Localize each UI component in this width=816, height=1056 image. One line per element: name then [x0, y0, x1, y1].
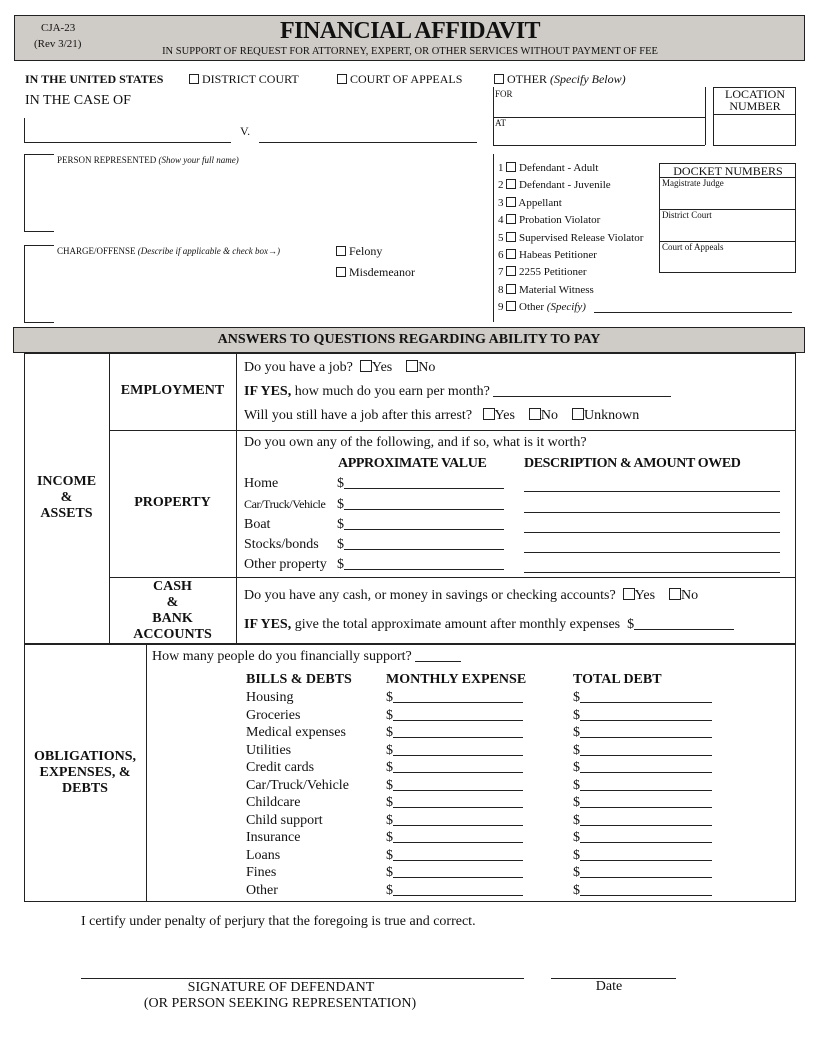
debt-item-label: Insurance: [246, 830, 301, 845]
bills-debts-header: BILLS & DEBTS: [246, 672, 352, 687]
property-description-field[interactable]: [524, 491, 780, 492]
total-debt-field[interactable]: $: [573, 865, 712, 881]
role-item[interactable]: 1 Defendant - Adult: [498, 162, 599, 174]
property-value-field[interactable]: $: [337, 517, 504, 533]
property-value-field[interactable]: $: [337, 557, 504, 573]
total-debt-header: TOTAL DEBT: [573, 672, 662, 687]
obligations-group-label: OBLIGATIONS, EXPENSES, & DEBTS: [33, 749, 137, 796]
charge-offense-label: CHARGE/OFFENSE (Describe if applicable & check box→): [57, 246, 280, 256]
earnings-question: IF YES, how much do you earn per month?: [244, 384, 671, 400]
misdemeanor-label: Misdemeanor: [349, 265, 415, 279]
misdemeanor-option[interactable]: [336, 265, 415, 280]
monthly-expense-field[interactable]: $: [386, 813, 523, 829]
monthly-expense-field[interactable]: $: [386, 743, 523, 759]
debt-item-label: Groceries: [246, 707, 301, 723]
total-debt-field[interactable]: $: [573, 848, 712, 864]
magistrate-judge-label: Magistrate Judge: [662, 178, 724, 188]
court-of-appeals-label: COURT OF APPEALS: [350, 72, 463, 86]
felony-label: Felony: [349, 244, 383, 258]
other-role-field[interactable]: [594, 312, 792, 313]
cash-amount-question: IF YES, give the total approximate amount after monthly expenses $: [244, 617, 734, 633]
keep-job-yes-checkbox[interactable]: [483, 408, 495, 420]
job-yes-checkbox[interactable]: [360, 360, 372, 372]
location-number-field[interactable]: [714, 115, 795, 145]
role-item[interactable]: 8 Material Witness: [498, 283, 594, 296]
monthly-expense-field[interactable]: $: [386, 795, 523, 811]
total-debt-field[interactable]: $: [573, 830, 712, 846]
property-label: PROPERTY: [134, 495, 211, 510]
cash-question: Do you have any cash, or money in savings or checking accounts? Yes No: [244, 588, 699, 603]
in-the-us-label: IN THE UNITED STATES: [25, 72, 164, 86]
total-debt-field[interactable]: $: [573, 795, 712, 811]
court-of-appeals-option[interactable]: [337, 72, 462, 87]
for-label: FOR: [495, 89, 513, 99]
form-code: CJA-23: [41, 22, 76, 34]
person-represented-field[interactable]: [30, 170, 480, 226]
other-court-note: (Specify Below): [550, 72, 626, 86]
role-item[interactable]: 7 2255 Petitioner: [498, 266, 587, 279]
district-court-docket-field[interactable]: [660, 221, 795, 240]
total-debt-field[interactable]: $: [573, 708, 712, 724]
cash-bank-accounts-label: CASH & BANK ACCOUNTS: [133, 579, 212, 642]
total-debt-field[interactable]: $: [573, 778, 712, 794]
at-field[interactable]: [520, 118, 700, 144]
keep-job-unknown-checkbox[interactable]: [572, 408, 584, 420]
form-revision: (Rev 3/21): [34, 38, 82, 50]
role-list: [498, 160, 658, 317]
other-court-checkbox[interactable]: [494, 74, 504, 84]
district-court-docket-label: District Court: [662, 210, 712, 220]
dependents-question: How many people do you financially support?: [152, 649, 461, 665]
job-after-arrest-question: Will you still have a job after this arrest? Yes No Unknown: [244, 408, 640, 423]
form-title: FINANCIAL AFFIDAVIT: [279, 18, 541, 44]
monthly-expense-field[interactable]: $: [386, 760, 523, 776]
debt-item-label: Car/Truck/Vehicle: [246, 777, 349, 793]
monthly-expense-field[interactable]: $: [386, 830, 523, 846]
monthly-expense-field[interactable]: $: [386, 690, 523, 706]
certification-statement: I certify under penalty of perjury that the foregoing is true and correct.: [81, 914, 476, 929]
felony-checkbox[interactable]: [336, 246, 346, 256]
approximate-value-header: APPROXIMATE VALUE: [338, 456, 487, 471]
role-item[interactable]: 6 Habeas Petitioner: [498, 249, 597, 262]
court-of-appeals-docket-field[interactable]: [660, 253, 795, 272]
monthly-expense-field[interactable]: $: [386, 865, 523, 881]
location-number-label: LOCATION NUMBER: [725, 87, 785, 113]
keep-job-no-checkbox[interactable]: [529, 408, 541, 420]
monthly-expense-header: MONTHLY EXPENSE: [386, 672, 527, 687]
role-item[interactable]: 9 Other (Specify): [498, 301, 586, 314]
total-debt-field[interactable]: $: [573, 813, 712, 829]
total-debt-field[interactable]: $: [573, 725, 712, 741]
other-court-option[interactable]: [494, 72, 626, 87]
district-court-option[interactable]: [189, 72, 299, 87]
property-description-field[interactable]: [524, 572, 780, 573]
felony-option[interactable]: [336, 244, 382, 259]
role-item[interactable]: 2 Defendant - Juvenile: [498, 179, 611, 192]
cash-amount-field[interactable]: [634, 617, 734, 630]
property-item-label: Stocks/bonds: [244, 537, 319, 552]
debt-item-label: Childcare: [246, 795, 301, 810]
job-no-checkbox[interactable]: [406, 360, 418, 372]
job-question: Do you have a job? Yes No: [244, 360, 436, 375]
property-value-field[interactable]: $: [337, 537, 504, 553]
debt-item-label: Child support: [246, 812, 323, 828]
section-title: ANSWERS TO QUESTIONS REGARDING ABILITY TO PAY: [217, 332, 601, 347]
total-debt-field[interactable]: $: [573, 883, 712, 899]
versus-label: V.: [240, 124, 251, 138]
at-label: AT: [495, 118, 506, 128]
property-description-field[interactable]: [524, 512, 780, 513]
property-description-field[interactable]: [524, 552, 780, 553]
property-description-field[interactable]: [524, 532, 780, 533]
monthly-expense-field[interactable]: $: [386, 708, 523, 724]
misdemeanor-checkbox[interactable]: [336, 267, 346, 277]
in-the-case-of-label: IN THE CASE OF: [25, 93, 131, 108]
total-debt-field[interactable]: $: [573, 760, 712, 776]
signature-label: SIGNATURE OF DEFENDANT: [187, 980, 375, 995]
magistrate-judge-field[interactable]: [660, 189, 795, 208]
debt-item-label: Credit cards: [246, 760, 315, 775]
monthly-expense-field[interactable]: $: [386, 778, 523, 794]
person-represented-label: PERSON REPRESENTED (Show your full name): [57, 155, 239, 165]
monthly-expense-field[interactable]: $: [386, 883, 523, 899]
cash-yes-checkbox[interactable]: [623, 588, 635, 600]
dependents-count-field[interactable]: [415, 649, 461, 662]
total-debt-field[interactable]: $: [573, 690, 712, 706]
monthly-expense-field[interactable]: $: [386, 848, 523, 864]
role-item[interactable]: 5 Supervised Release Violator: [498, 231, 644, 244]
debt-item-label: Housing: [246, 690, 294, 705]
court-of-appeals-docket-label: Court of Appeals: [662, 242, 724, 252]
signature-sublabel: (OR PERSON SEEKING REPRESENTATION): [143, 996, 417, 1011]
property-item-label: Home: [244, 476, 279, 491]
form-subtitle: IN SUPPORT OF REQUEST FOR ATTORNEY, EXPERT, OR OTHER SERVICES WITHOUT PAYMENT OF FEE: [162, 46, 658, 57]
role-item[interactable]: 3 Appellant: [498, 196, 562, 209]
property-item-label: Boat: [244, 517, 271, 532]
for-field[interactable]: [520, 89, 700, 115]
monthly-earnings-field[interactable]: [493, 384, 671, 397]
total-debt-field[interactable]: $: [573, 743, 712, 759]
debt-item-label: Other: [246, 882, 278, 898]
debt-item-label: Loans: [246, 847, 281, 863]
property-value-field[interactable]: $: [337, 497, 504, 513]
court-of-appeals-checkbox[interactable]: [337, 74, 347, 84]
other-court-label: OTHER: [507, 72, 547, 86]
charge-offense-field[interactable]: [30, 262, 325, 318]
district-court-label: DISTRICT COURT: [202, 72, 299, 86]
cash-no-checkbox[interactable]: [669, 588, 681, 600]
property-question: Do you own any of the following, and if so, what is it worth?: [244, 435, 587, 450]
property-item-label: Car/Truck/Vehicle: [244, 497, 326, 511]
property-value-field[interactable]: $: [337, 476, 504, 492]
defendant-field[interactable]: [259, 142, 477, 143]
district-court-checkbox[interactable]: [189, 74, 199, 84]
debt-item-label: Utilities: [246, 742, 292, 758]
debt-item-label: Medical expenses: [246, 725, 346, 740]
monthly-expense-field[interactable]: $: [386, 725, 523, 741]
description-amount-owed-header: DESCRIPTION & AMOUNT OWED: [524, 456, 741, 471]
debt-item-label: Fines: [246, 865, 277, 880]
docket-numbers-title: DOCKET NUMBERS: [673, 164, 783, 178]
date-label: Date: [595, 979, 623, 994]
role-item[interactable]: 4 Probation Violator: [498, 214, 601, 227]
plaintiff-field[interactable]: [24, 142, 231, 143]
income-assets-group-label: INCOME & ASSETS: [36, 474, 97, 521]
employment-label: EMPLOYMENT: [120, 383, 225, 398]
property-item-label: Other property: [244, 557, 327, 572]
